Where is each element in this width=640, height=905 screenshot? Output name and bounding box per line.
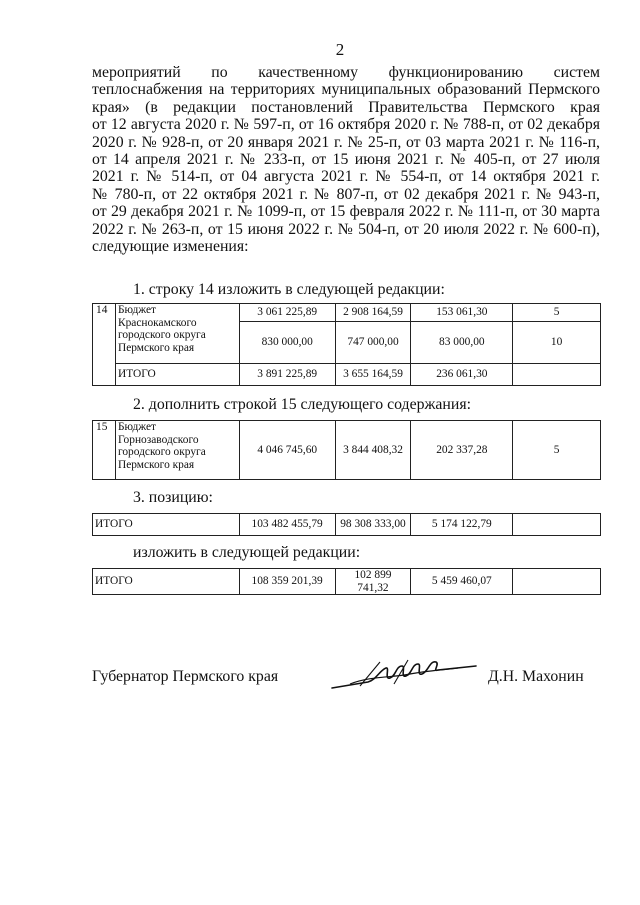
paragraph-line: 2020 г. № 928-п, от 20 января 2021 г. № 25-п, от 03 марта 2021 г. № 116-п, xyxy=(92,133,600,151)
table-cell: 5 xyxy=(513,304,601,322)
paragraph-line: 2022 г. № 263-п, от 15 июня 2022 г. № 504-п, от 20 июля 2022 г. № 600-п), xyxy=(92,220,600,238)
table-cell: 3 891 225,89 xyxy=(239,364,335,386)
total-position-table xyxy=(92,513,601,536)
table-cell: 3 655 164,59 xyxy=(335,364,411,386)
table-cell xyxy=(513,569,601,595)
paragraph-line: от 14 апреля 2021 г. № 233-п, от 15 июня 2021 г. № 405-п, от 27 июля xyxy=(92,151,600,169)
table-cell: 5 xyxy=(513,421,601,480)
table-cell: 5 174 122,79 xyxy=(411,514,513,536)
paragraph-line: края» (в редакции постановлений Правительства Пермского края xyxy=(92,98,600,116)
intro-paragraph xyxy=(92,64,600,255)
paragraph-line: от 29 декабря 2021 г. № 1099-п, от 15 февраля 2022 г. № 111-п, от 30 марта xyxy=(92,203,600,221)
total-new-table xyxy=(92,568,601,595)
paragraph-line: от 12 августа 2020 г. № 597-п, от 16 октября 2020 г. № 788-п, от 02 декабря xyxy=(92,116,600,134)
paragraph-line: следующие изменения: xyxy=(92,238,249,256)
step-1-heading: 1. строку 14 изложить в следующей редакции: xyxy=(133,281,445,298)
table-cell xyxy=(513,364,601,386)
table-cell: 102 899 741,32 xyxy=(335,569,411,595)
table-row xyxy=(93,569,601,595)
table-cell: 3 844 408,32 xyxy=(335,421,411,480)
page-number: 2 xyxy=(335,40,345,59)
signatory-name: Д.Н. Махонин xyxy=(488,668,584,685)
paragraph-line: № 780-п, от 22 октября 2021 г. № 807-п, от 02 декабря 2021 г. № 943-п, xyxy=(92,185,600,203)
row-index: 15 xyxy=(93,421,116,480)
row-index: 14 xyxy=(93,304,116,386)
table-cell: 108 359 201,39 xyxy=(239,569,335,595)
budget-name: Бюджет Горнозаводского городского округа Пермского края xyxy=(115,421,239,480)
table-cell: 98 308 333,00 xyxy=(335,514,411,536)
step-4-heading: изложить в следующей редакции: xyxy=(133,544,361,561)
table-cell: 10 xyxy=(513,322,601,364)
table-row xyxy=(93,304,601,322)
table-cell: 153 061,30 xyxy=(411,304,513,322)
table-row xyxy=(93,514,601,536)
paragraph-line: мероприятий по качественному функционированию систем xyxy=(92,64,600,81)
table-cell: 2 908 164,59 xyxy=(335,304,411,322)
paragraph-line: 2021 г. № 514-п, от 04 августа 2021 г. № 554-п, от 14 октября 2021 г. xyxy=(92,168,600,186)
table-cell: 83 000,00 xyxy=(411,322,513,364)
table-row xyxy=(93,421,601,480)
step-2-heading: 2. дополнить строкой 15 следующего содержания: xyxy=(133,396,471,413)
table-cell: 4 046 745,60 xyxy=(239,421,335,480)
step-3-heading: 3. позицию: xyxy=(133,489,213,506)
total-label: ИТОГО xyxy=(93,514,240,536)
total-label: ИТОГО xyxy=(115,364,239,386)
signature-image xyxy=(330,654,480,694)
total-label: ИТОГО xyxy=(93,569,240,595)
table-cell: 103 482 455,79 xyxy=(239,514,335,536)
table-cell: 202 337,28 xyxy=(411,421,513,480)
table-cell xyxy=(513,514,601,536)
table-cell: 747 000,00 xyxy=(335,322,411,364)
table-row-14 xyxy=(92,303,601,386)
table-row xyxy=(93,364,601,386)
table-cell: 5 459 460,07 xyxy=(411,569,513,595)
table-cell: 830 000,00 xyxy=(239,322,335,364)
budget-name: Бюджет Краснокамского городского округа Пермского края xyxy=(115,304,239,364)
table-cell: 236 061,30 xyxy=(411,364,513,386)
table-cell: 3 061 225,89 xyxy=(239,304,335,322)
paragraph-line: теплоснабжения на территориях муниципальных образований Пермского xyxy=(92,81,600,99)
table-row-15 xyxy=(92,420,601,480)
signatory-title: Губернатор Пермского края xyxy=(92,668,279,685)
